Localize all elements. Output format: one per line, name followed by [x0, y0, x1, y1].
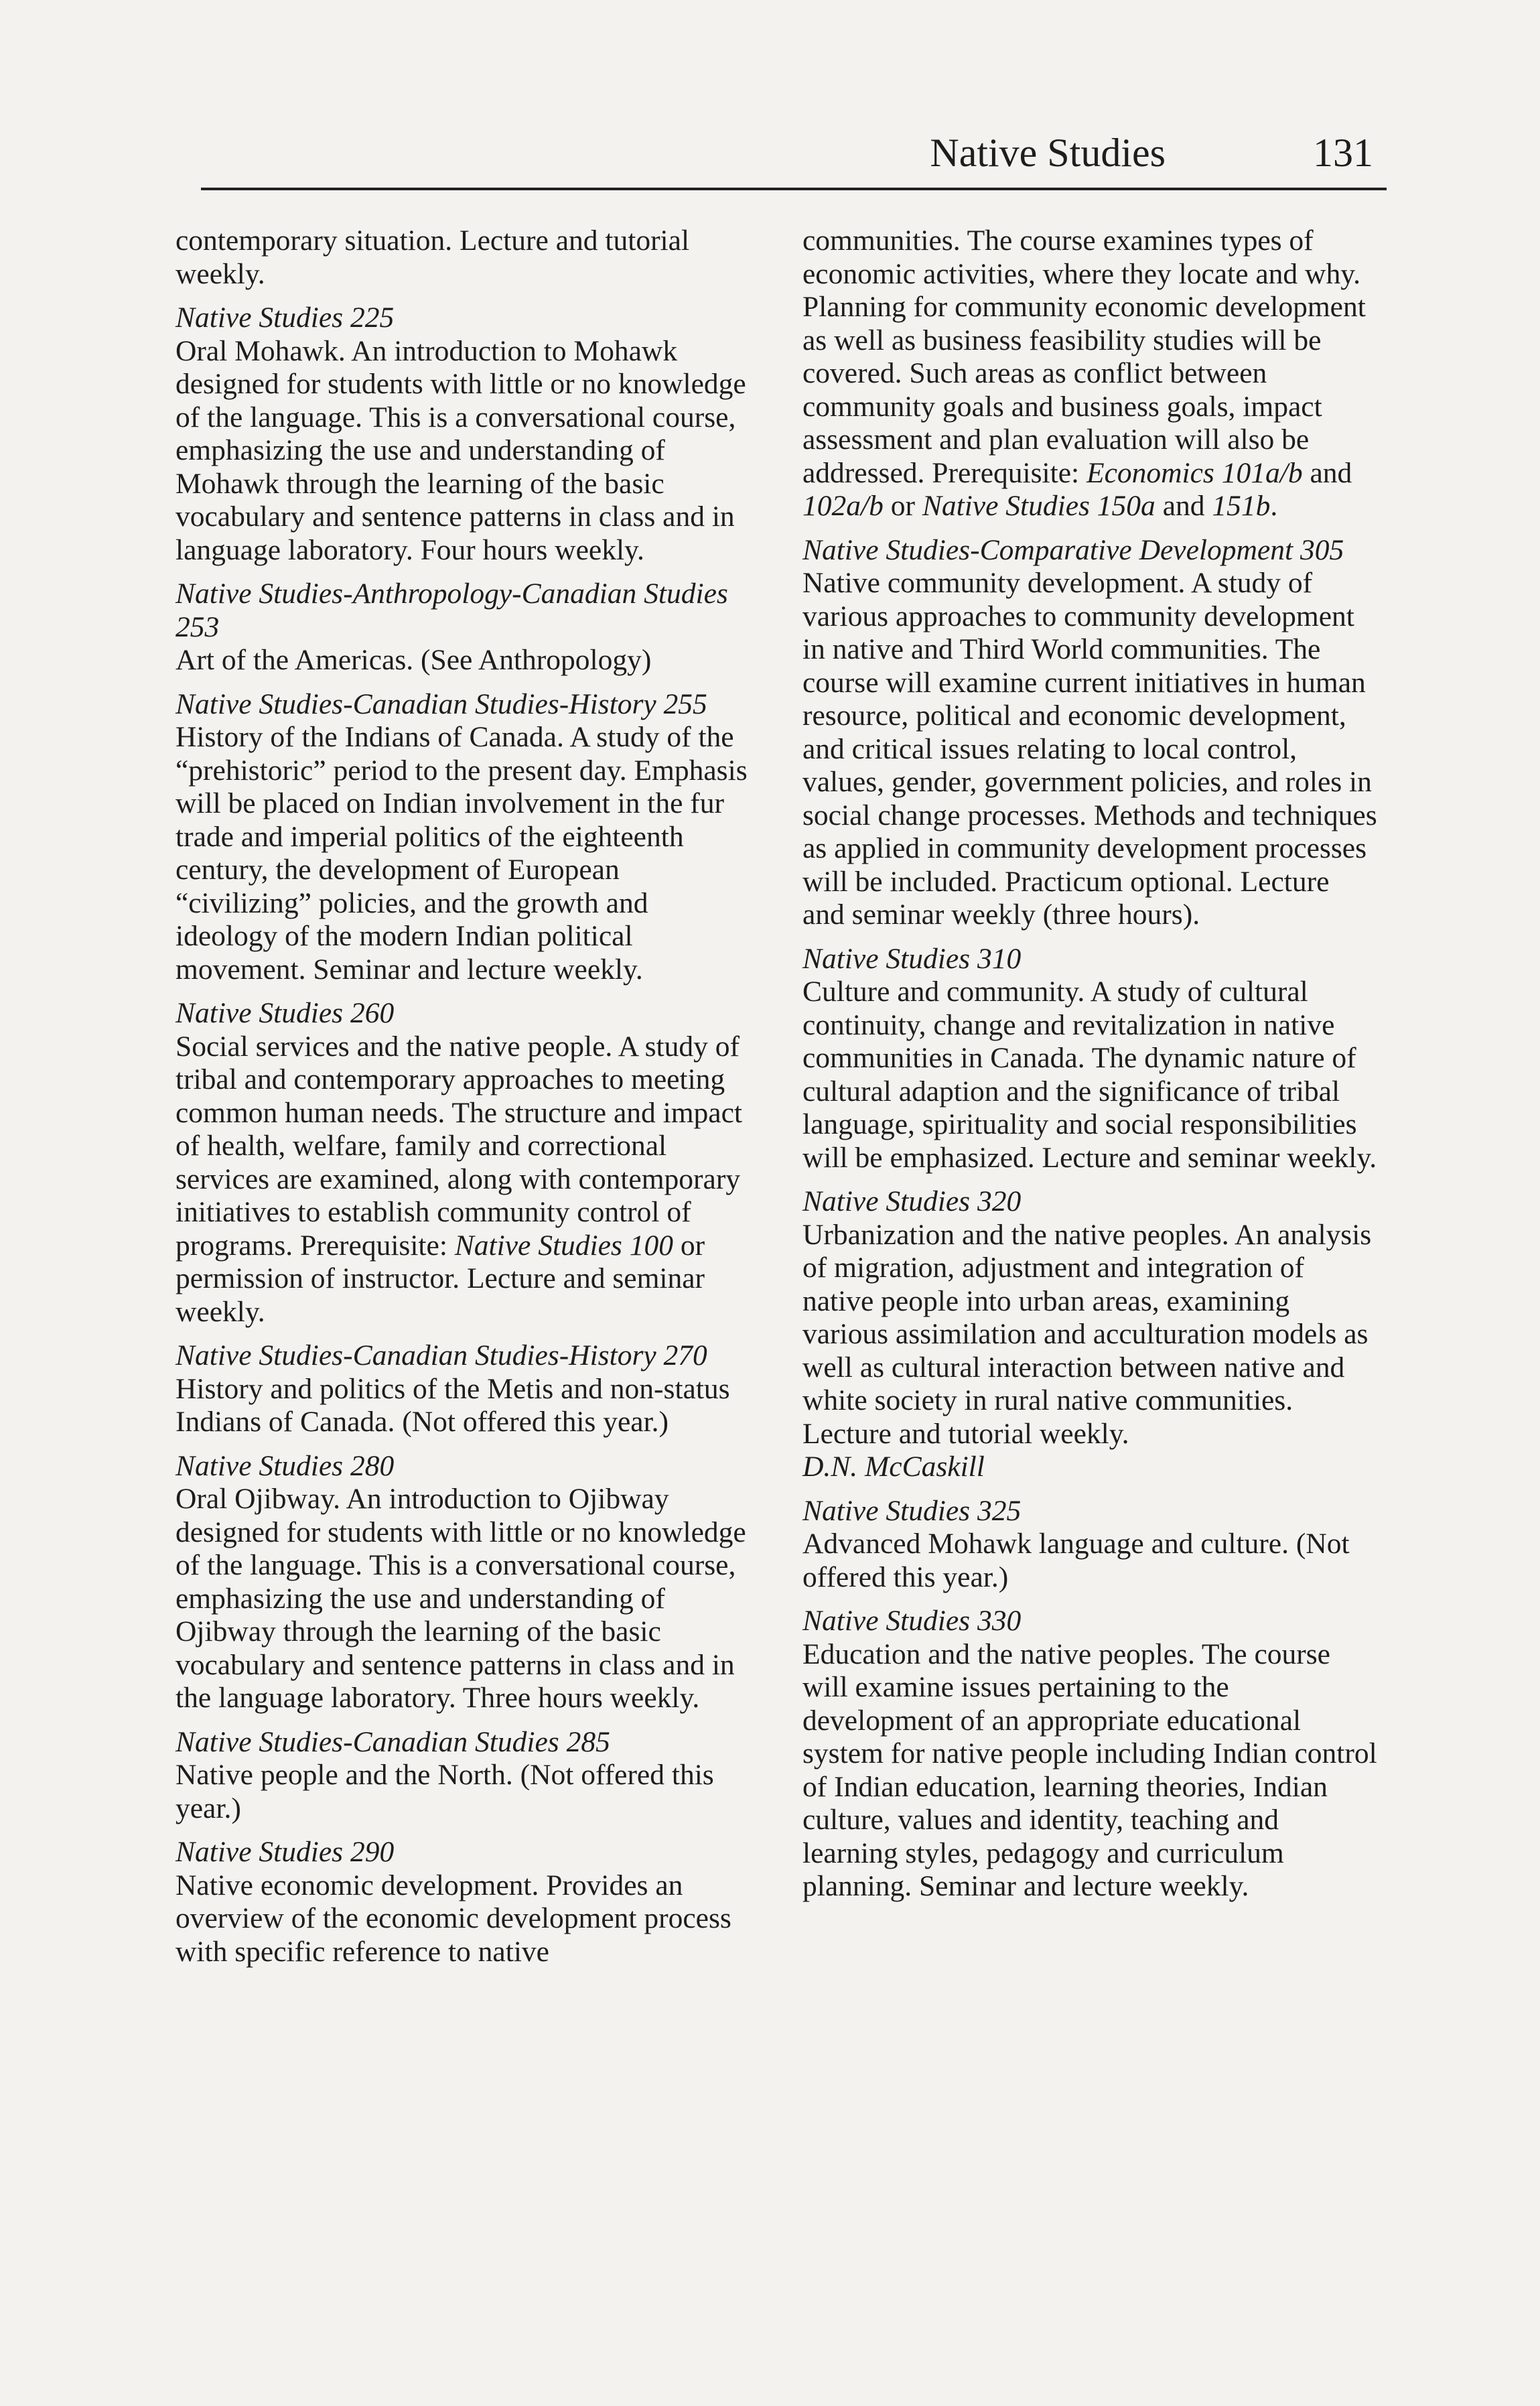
course-title: Native Studies 325	[802, 1494, 1022, 1527]
course-description: Advanced Mohawk language and culture. (Not offered this year.)	[802, 1528, 1350, 1593]
page-header	[201, 127, 1387, 190]
prerequisite-course: Economics 101a/b	[1087, 456, 1303, 489]
course-title: Native Studies 320	[802, 1185, 1022, 1217]
course-title: Native Studies 310	[802, 942, 1022, 975]
course-entry-280	[176, 1450, 752, 1715]
course-entry-305	[802, 534, 1379, 932]
course-title: Native Studies-Canadian Studies 285	[176, 1725, 610, 1758]
course-entry-260	[176, 997, 752, 1329]
course-entry-255	[176, 688, 752, 987]
course-description: Art of the Americas. (See Anthropology)	[176, 644, 652, 676]
course-entry-290	[176, 1836, 752, 1968]
course-entry-310	[802, 943, 1379, 1175]
course-title: Native Studies-Canadian Studies-History 270	[176, 1339, 707, 1372]
prerequisite-course: Native Studies 150a	[922, 490, 1156, 522]
course-title: Native Studies-Anthropology-Canadian Studies 253	[176, 578, 728, 643]
course-entry-225	[176, 302, 752, 567]
course-entry-325	[802, 1495, 1379, 1595]
course-entry-270	[176, 1339, 752, 1439]
course-description: Urbanization and the native peoples. An analysis of migration, adjustment and integration of native people into urban areas, examining various assimilation and acculturation models as well as cultural interaction between native and white society in rural native communities. Lecture and tutorial weekly.	[802, 1218, 1372, 1450]
course-title: Native Studies 330	[802, 1605, 1022, 1637]
course-title: Native Studies 280	[176, 1449, 395, 1482]
course-title: Native Studies-Comparative Development 305	[802, 533, 1344, 566]
course-title: Native Studies 225	[176, 302, 395, 334]
description-text: Social services and the native people. A study of tribal and contemporary approaches to meeting common human needs. The structure and impact of health, welfare, family and correctional services are examined, along with contemporary initiatives to establish community control of programs. Prerequisite:	[176, 1030, 742, 1262]
course-description: Education and the native peoples. The course will examine issues pertaining to the development of an appropriate educational system for native people including Indian control of Indian education, learning theories, Indian culture, values and identity, teaching and learning styles, pedagogy and curriculum planning. Seminar and lecture weekly.	[802, 1638, 1377, 1902]
course-description: Native economic development. Provides an overview of the economic development process with specific reference to native	[176, 1869, 731, 1968]
course-description: Oral Mohawk. An introduction to Mohawk designed for students with little or no knowledge of the language. This is a conversational course, emphasizing the use and understanding of Mohawk through the learning of the basic vocabulary and sentence patterns in class and in language laboratory. Four hours weekly.	[176, 334, 746, 566]
prerequisite-course: 151b	[1212, 490, 1271, 522]
continued-text	[802, 224, 1379, 523]
course-entry-253	[176, 578, 752, 677]
description-text: or permission of instructor. Lecture and seminar weekly.	[176, 1229, 705, 1328]
description-text: or	[883, 490, 922, 522]
course-title: Native Studies 260	[176, 997, 395, 1029]
course-description: Native people and the North. (Not offered this year.)	[176, 1759, 714, 1824]
course-description: History and politics of the Metis and non-status Indians of Canada. (Not offered this year.)	[176, 1372, 730, 1438]
continued-text: contemporary situation. Lecture and tutorial weekly.	[176, 224, 690, 290]
description-text: and	[1155, 490, 1212, 522]
prerequisite-course: Native Studies 100	[454, 1229, 673, 1262]
course-entry-320	[802, 1185, 1379, 1484]
right-column	[802, 224, 1379, 1914]
prerequisite-course: 102a/b	[802, 490, 884, 522]
course-description: Native community development. A study of various approaches to community development in native and Third World communities. The course will examine current initiatives in human resource, political and economic development, and critical issues relating to local control, values, gender, government policies, and roles in social change processes. Methods and techniques as applied in community development processes will be included. Practicum optional. Lecture and seminar weekly (three hours).	[802, 567, 1377, 931]
course-entry-330	[802, 1605, 1379, 1903]
instructor-name: D.N. McCaskill	[802, 1451, 985, 1483]
course-title: Native Studies 290	[176, 1836, 395, 1868]
section-title: Native Studies	[930, 131, 1166, 175]
left-column	[176, 224, 752, 1979]
course-title: Native Studies-Canadian Studies-History 255	[176, 687, 707, 720]
course-description	[176, 1030, 752, 1329]
course-description: Oral Ojibway. An introduction to Ojibway designed for students with little or no knowledge of the language. This is a conversational course, emphasizing the use and understanding of Ojibway through the learning of the basic vocabulary and sentence patterns in class and in the language laboratory. Three hours weekly.	[176, 1483, 746, 1714]
description-text: .	[1270, 490, 1278, 522]
course-description: History of the Indians of Canada. A study of the “prehistoric” period to the present day. Emphasis will be placed on Indian involvement in the fur trade and imperial politics of the eighteenth century, the development of European “civilizing” policies, and the growth and ideology of the modern Indian political movement. Seminar and lecture weekly.	[176, 721, 748, 986]
description-text: communities. The course examines types of economic activities, where they locate and why. Planning for community economic development as well as business feasibility studies will be covered. Such areas as conflict between community goals and business goals, impact assessment and plan evaluation will also be addressed. Prerequisite:	[802, 224, 1366, 489]
course-description: Culture and community. A study of cultural continuity, change and revitalization in native communities in Canada. The dynamic nature of cultural adaption and the significance of tribal language, spirituality and social responsibilities will be emphasized. Lecture and seminar weekly.	[802, 976, 1377, 1174]
course-entry-285	[176, 1726, 752, 1826]
description-text: and	[1302, 456, 1352, 489]
page-number: 131	[1313, 131, 1373, 175]
